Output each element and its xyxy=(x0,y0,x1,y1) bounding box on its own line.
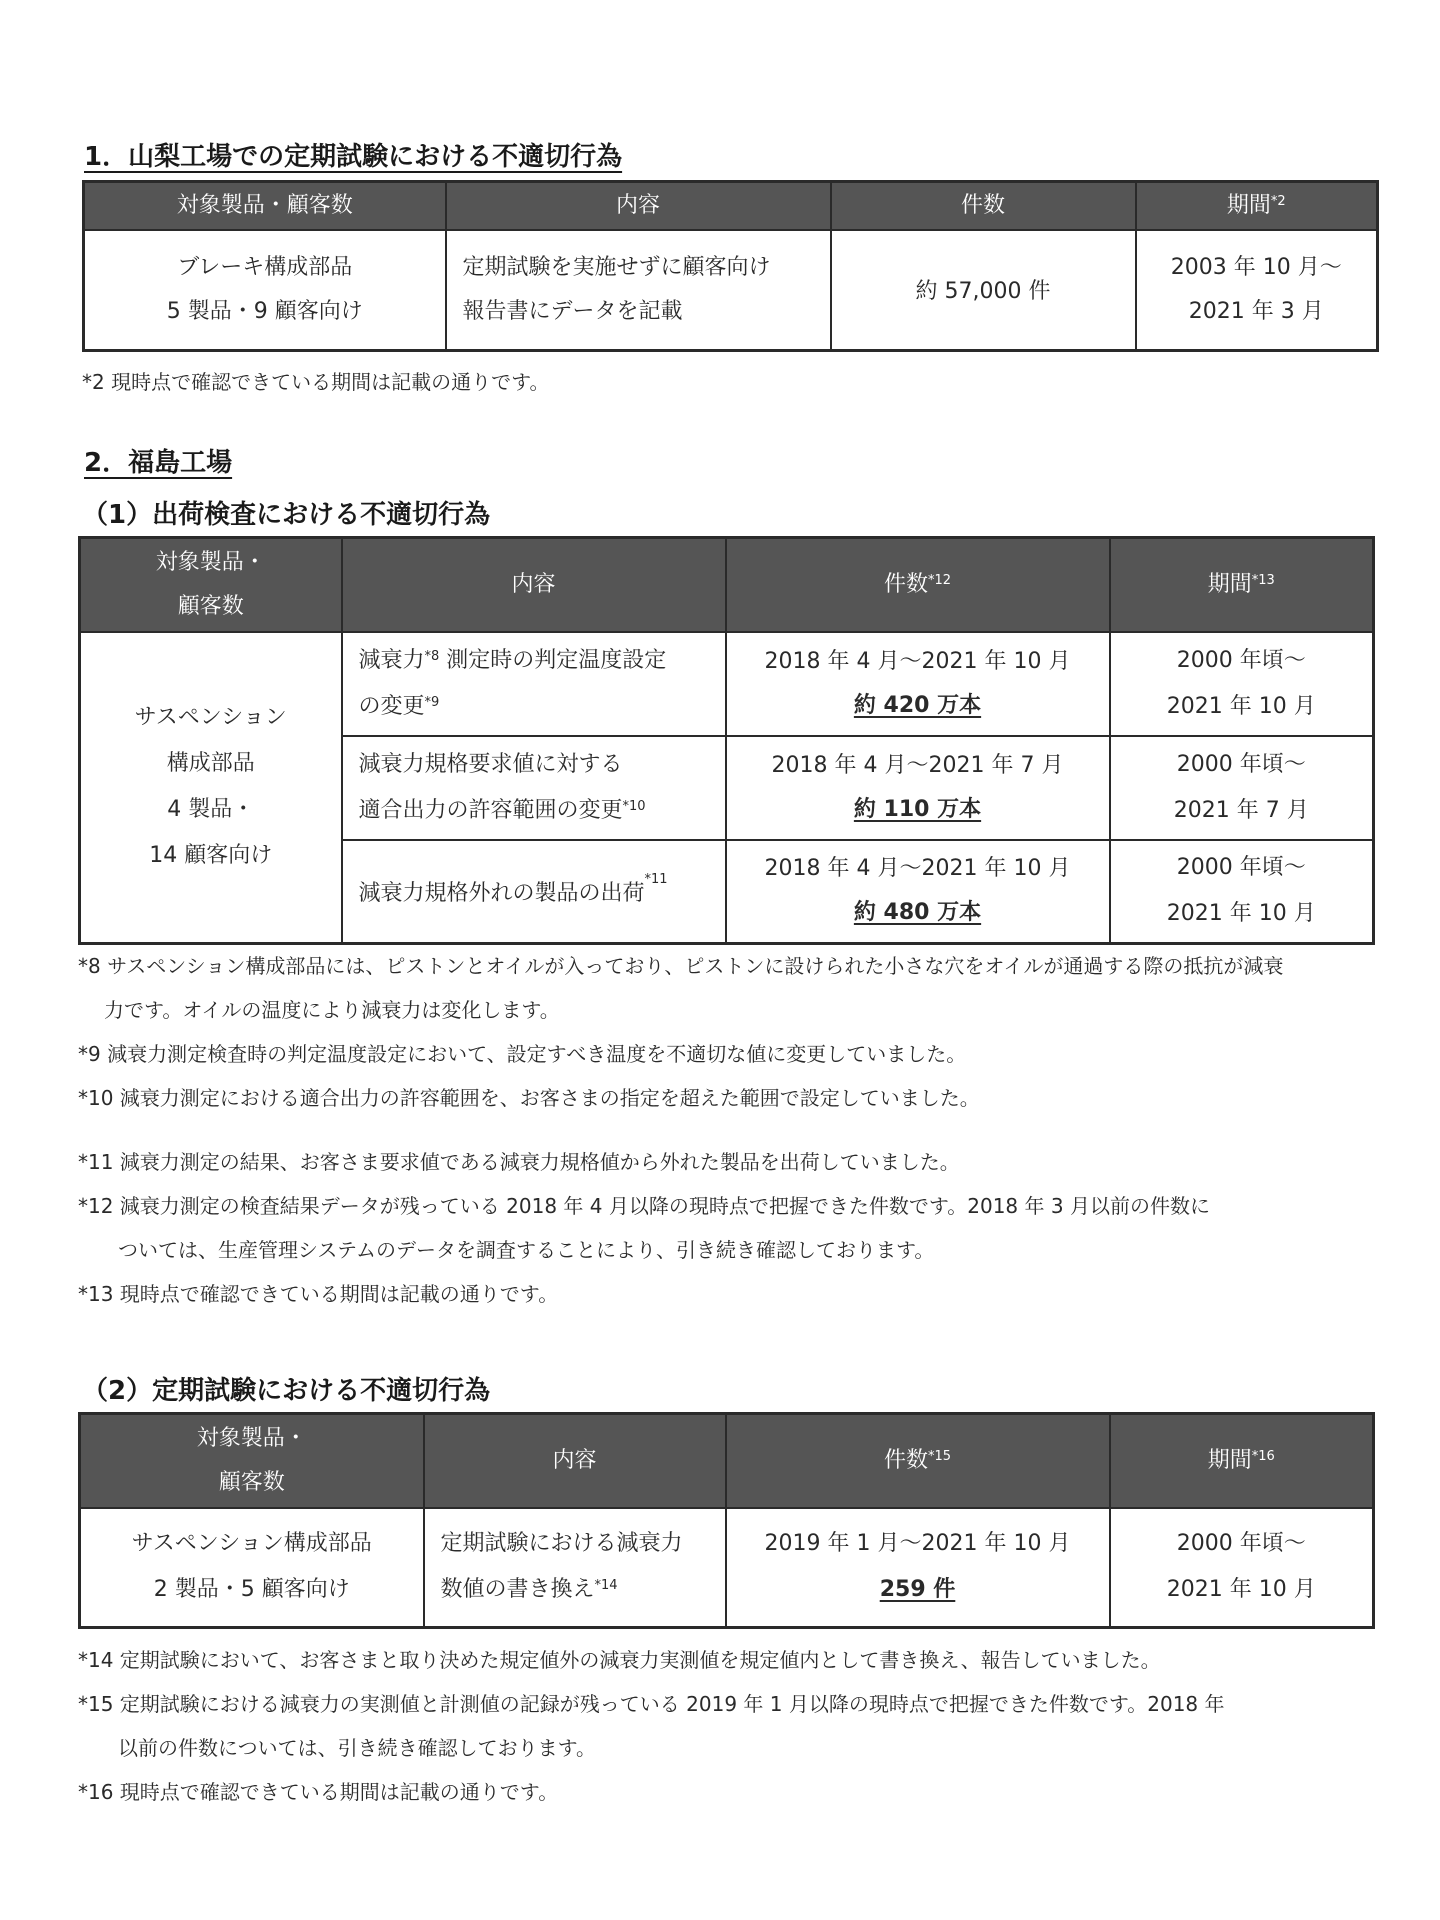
footnote-12-cont: ついては、生産管理システムのデータを調査することにより、引き続き確認しております。 xyxy=(118,1238,935,1262)
footnote-10: *10 減衰力測定における適合出力の許容範囲を、お客さまの指定を超えた範囲で設定していました。 xyxy=(78,1086,980,1110)
cell-content: 減衰力規格外れの製品の出荷$^{*11}$ xyxy=(342,840,726,944)
cell-product: ブレーキ構成部品 5 製品・9 顧客向け xyxy=(84,230,446,350)
footnote-15-cont: 以前の件数については、引き続き確認しております。 xyxy=(118,1736,596,1760)
sub2-table xyxy=(78,1412,1375,1629)
section1-table xyxy=(82,180,1379,352)
cell-count: 2019 年 1 月～2021 年 10 月 259 件 xyxy=(726,1508,1110,1628)
cell-period: 2003 年 10 月～ 2021 年 3 月 xyxy=(1136,230,1378,350)
footnote-8-cont: 力です。オイルの温度により減衰力は変化します。 xyxy=(104,998,560,1022)
table-header-row xyxy=(80,1414,1374,1508)
footnote-8: *8 サスペンション構成部品には、ピストンとオイルが入っており、ピストンに設けられた小さな穴をオイルが通過する際の抵抗が減衰 xyxy=(78,954,1284,978)
table-header-row xyxy=(80,538,1374,632)
sub2-title: （2）定期試験における不適切行為 xyxy=(82,1376,491,1406)
footnote-13: *13 現時点で確認できている期間は記載の通りです。 xyxy=(78,1282,559,1306)
header-content: 内容 xyxy=(342,538,726,632)
cell-period: 2000 年頃～ 2021 年 10 月 xyxy=(1110,840,1374,944)
table-header-row xyxy=(84,182,1378,231)
cell-count: 2018 年 4 月～2021 年 10 月 約 420 万本 xyxy=(726,632,1110,736)
header-content: 内容 xyxy=(446,182,831,231)
sub1-table xyxy=(78,536,1375,945)
cell-content: 定期試験を実施せずに顧客向け 報告書にデータを記載 xyxy=(446,230,831,350)
cell-count: 2018 年 4 月～2021 年 7 月 約 110 万本 xyxy=(726,736,1110,840)
footnote-16: *16 現時点で確認できている期間は記載の通りです。 xyxy=(78,1780,559,1804)
cell-period: 2000 年頃～ 2021 年 10 月 xyxy=(1110,1508,1374,1628)
cell-content: 減衰力$^{*8}$ 測定時の判定温度設定 の変更$^{*9}$ xyxy=(342,632,726,736)
footnote-15: *15 定期試験における減衰力の実測値と計測値の記録が残っている 2019 年 1 月以降の現時点で把握できた件数です。2018 年 xyxy=(78,1692,1225,1716)
cell-period: 2000 年頃～ 2021 年 7 月 xyxy=(1110,736,1374,840)
header-product: 対象製品・ 顧客数 xyxy=(80,538,342,632)
footnote-11: *11 減衰力測定の結果、お客さま要求値である減衰力規格値から外れた製品を出荷していました。 xyxy=(78,1150,960,1174)
footnote-14: *14 定期試験において、お客さまと取り決めた規定値外の減衰力実測値を規定値内として書き換え、報告していました。 xyxy=(78,1648,1161,1672)
footnote-2: *2 現時点で確認できている期間は記載の通りです。 xyxy=(82,370,550,394)
cell-period: 2000 年頃～ 2021 年 10 月 xyxy=(1110,632,1374,736)
header-product: 対象製品・ 顧客数 xyxy=(80,1414,424,1508)
cell-count: 約 57,000 件 xyxy=(831,230,1136,350)
cell-product: サスペンション 構成部品 4 製品・ 14 顧客向け xyxy=(80,632,342,944)
cell-count: 2018 年 4 月～2021 年 10 月 約 480 万本 xyxy=(726,840,1110,944)
footnote-9: *9 減衰力測定検査時の判定温度設定において、設定すべき温度を不適切な値に変更していました。 xyxy=(78,1042,967,1066)
table-row xyxy=(84,230,1378,350)
section1-title: 1．山梨工場での定期試験における不適切行為 xyxy=(84,142,623,172)
table-row xyxy=(80,632,1374,736)
cell-product: サスペンション構成部品 2 製品・5 顧客向け xyxy=(80,1508,424,1628)
header-period: 期間$^{*2}$ xyxy=(1136,182,1378,231)
cell-content: 減衰力規格要求値に対する 適合出力の許容範囲の変更$^{*10}$ xyxy=(342,736,726,840)
header-count: 件数$^{*12}$ xyxy=(726,538,1110,632)
header-count: 件数$^{*15}$ xyxy=(726,1414,1110,1508)
cell-content: 定期試験における減衰力 数値の書き換え$^{*14}$ xyxy=(424,1508,726,1628)
header-product: 対象製品・顧客数 xyxy=(84,182,446,231)
header-content: 内容 xyxy=(424,1414,726,1508)
section2-title: 2．福島工場 xyxy=(84,448,233,478)
header-period: 期間$^{*16}$ xyxy=(1110,1414,1374,1508)
sub1-title: （1）出荷検査における不適切行為 xyxy=(82,500,491,530)
table-row xyxy=(80,1508,1374,1628)
footnote-12: *12 減衰力測定の検査結果データが残っている 2018 年 4 月以降の現時点で把握できた件数です。2018 年 3 月以前の件数に xyxy=(78,1194,1210,1218)
header-count: 件数 xyxy=(831,182,1136,231)
header-period: 期間$^{*13}$ xyxy=(1110,538,1374,632)
